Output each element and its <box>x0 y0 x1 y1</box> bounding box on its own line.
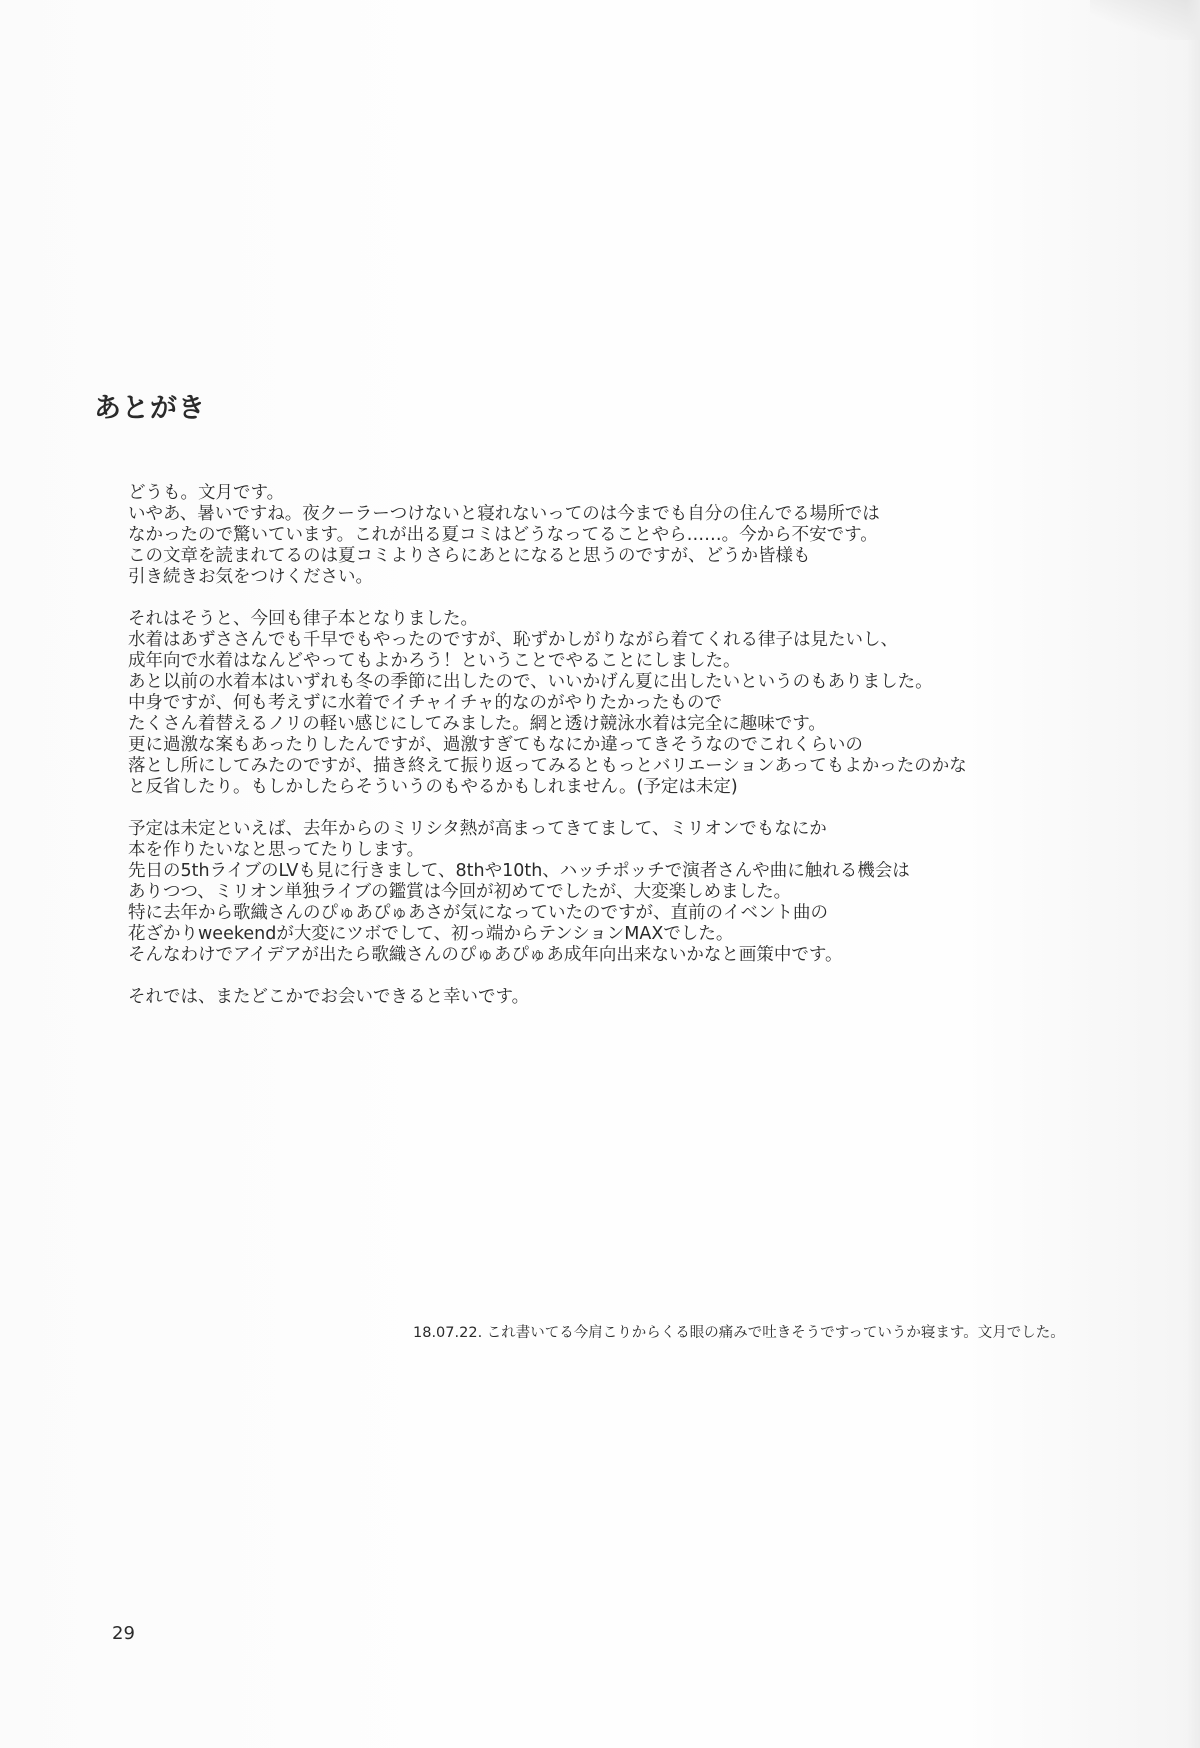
text-line: 特に去年から歌織さんのぴゅあぴゅあさが気になっていたのですが、直前のイベント曲の <box>128 903 828 923</box>
paragraph-closing <box>128 987 1088 1008</box>
text-line: どうも。文月です。 <box>128 483 285 503</box>
text-line: いやあ、暑いですね。夜クーラーつけないと寝れないってのは今までも自分の住んでる場所では <box>128 504 880 524</box>
text-line: と反省したり。もしかしたらそういうのもやるかもしれません。(予定は未定) <box>128 777 738 797</box>
text-line: たくさん着替えるノリの軽い感じにしてみました。網と透け競泳水着は完全に趣味です。 <box>128 714 826 734</box>
text-line: 更に過激な案もあったりしたんですが、過激すぎてもなにか違ってきそうなのでこれくらいの <box>128 735 863 755</box>
text-line: 中身ですが、何も考えずに水着でイチャイチャ的なのがやりたかったもので <box>128 693 722 713</box>
page-number: 29 <box>112 1623 135 1644</box>
text-line: 水着はあずささんでも千早でもやったのですが、恥ずかしがりながら着てくれる律子は見たいし、 <box>128 630 898 650</box>
text-line: なかったので驚いています。これが出る夏コミはどうなってることやら……。今から不安です。 <box>128 525 878 545</box>
text-line: 成年向で水着はなんどやってもよかろう！ということでやることにしました。 <box>128 651 741 671</box>
paragraph-million <box>128 819 1088 966</box>
text-line: 本を作りたいなと思ってたりします。 <box>128 840 425 860</box>
dated-footnote: 18.07.22. これ書いてる今肩こりからくる眼の痛みで吐きそうですっていうか寝ます。文月でした。 <box>413 1325 1065 1341</box>
text-line: 先日の5thライブのLVも見に行きまして、8thや10th、ハッチポッチで演者さんや曲に触れる機会は <box>128 861 910 881</box>
text-line: それはそうと、今回も律子本となりました。 <box>128 609 478 629</box>
paragraph-swimsuit <box>128 609 1088 798</box>
text-line: それでは、またどこかでお会いできると幸いです。 <box>128 987 530 1007</box>
paragraph-greeting <box>128 483 1088 588</box>
text-line: 落とし所にしてみたのですが、描き終えて振り返ってみるともっとバリエーションあってもよかったのかな <box>128 756 967 776</box>
text-line: ありつつ、ミリオン単独ライブの鑑賞は今回が初めてでしたが、大変楽しめました。 <box>128 882 792 902</box>
afterword-heading: あとがき <box>94 393 206 424</box>
text-line: 引き続きお気をつけください。 <box>128 567 373 587</box>
text-line: この文章を読まれてるのは夏コミよりさらにあとになると思うのですが、どうか皆様も <box>128 546 811 566</box>
text-line: 花ざかりweekendが大変にツボでして、初っ端からテンションMAXでした。 <box>128 924 734 944</box>
text-line: あと以前の水着本はいずれも冬の季節に出したので、いいかげん夏に出したいというのもありました。 <box>128 672 933 692</box>
page-edge-shadow <box>1186 0 1200 1748</box>
text-line: そんなわけでアイデアが出たら歌織さんのぴゅあぴゅあ成年向出来ないかなと画策中です。 <box>128 945 843 965</box>
text-line: 予定は未定といえば、去年からのミリシタ熱が高まってきてまして、ミリオンでもなにか <box>128 819 827 839</box>
afterword-body <box>128 483 1088 1029</box>
page-corner-shadow <box>1090 0 1200 40</box>
